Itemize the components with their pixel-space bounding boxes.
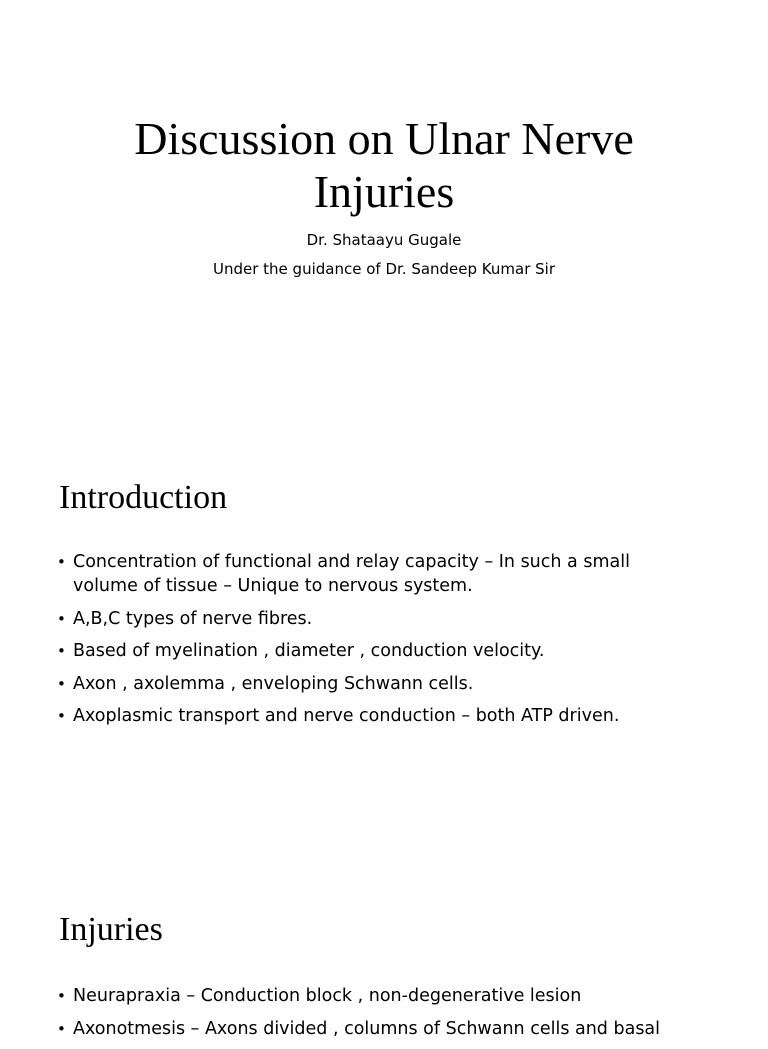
introduction-slide	[0, 434, 768, 866]
bullet-icon: •	[57, 642, 66, 660]
bullet-text: Based of myelination , diameter , conduction velocity.	[73, 641, 545, 661]
presentation-title: Discussion on Ulnar Nerve Injuries	[134, 113, 634, 217]
title-slide	[0, 0, 768, 432]
bullet-icon: •	[57, 553, 66, 571]
injuries-bullet-list	[56, 984, 696, 1049]
injuries-heading: Injuries	[59, 911, 163, 948]
guidance-line: Under the guidance of Dr. Sandeep Kumar Sir	[213, 260, 555, 278]
author-name: Dr. Shataayu Gugale	[306, 231, 462, 249]
bullet-text: Concentration of functional and relay capacity – In such a small volume of tissue – Unique to nervous system.	[73, 552, 630, 596]
list-item	[56, 704, 696, 728]
list-item	[56, 550, 696, 598]
list-item	[56, 607, 696, 631]
introduction-heading: Introduction	[59, 479, 228, 516]
bullet-text: Neurapraxia – Conduction block , non-degenerative lesion	[73, 986, 582, 1006]
list-item	[56, 1017, 696, 1041]
bullet-icon: •	[57, 1019, 66, 1038]
bullet-text: Axon , axolemma , enveloping Schwann cells.	[73, 673, 474, 694]
bullet-text: A,B,C types of nerve fibres.	[73, 608, 313, 629]
injuries-slide	[0, 868, 768, 1039]
bullet-text: Axoplasmic transport and nerve conduction – both ATP driven.	[73, 706, 620, 726]
list-item	[56, 984, 696, 1008]
list-item	[56, 672, 696, 696]
bullet-icon: •	[57, 674, 66, 693]
introduction-bullet-list	[56, 550, 696, 737]
bullet-icon: •	[57, 609, 66, 628]
list-item	[56, 639, 696, 663]
bullet-text: Axonotmesis – Axons divided , columns of Schwann cells and basal	[73, 1018, 661, 1039]
bullet-icon: •	[57, 707, 66, 725]
bullet-icon: •	[57, 987, 66, 1005]
